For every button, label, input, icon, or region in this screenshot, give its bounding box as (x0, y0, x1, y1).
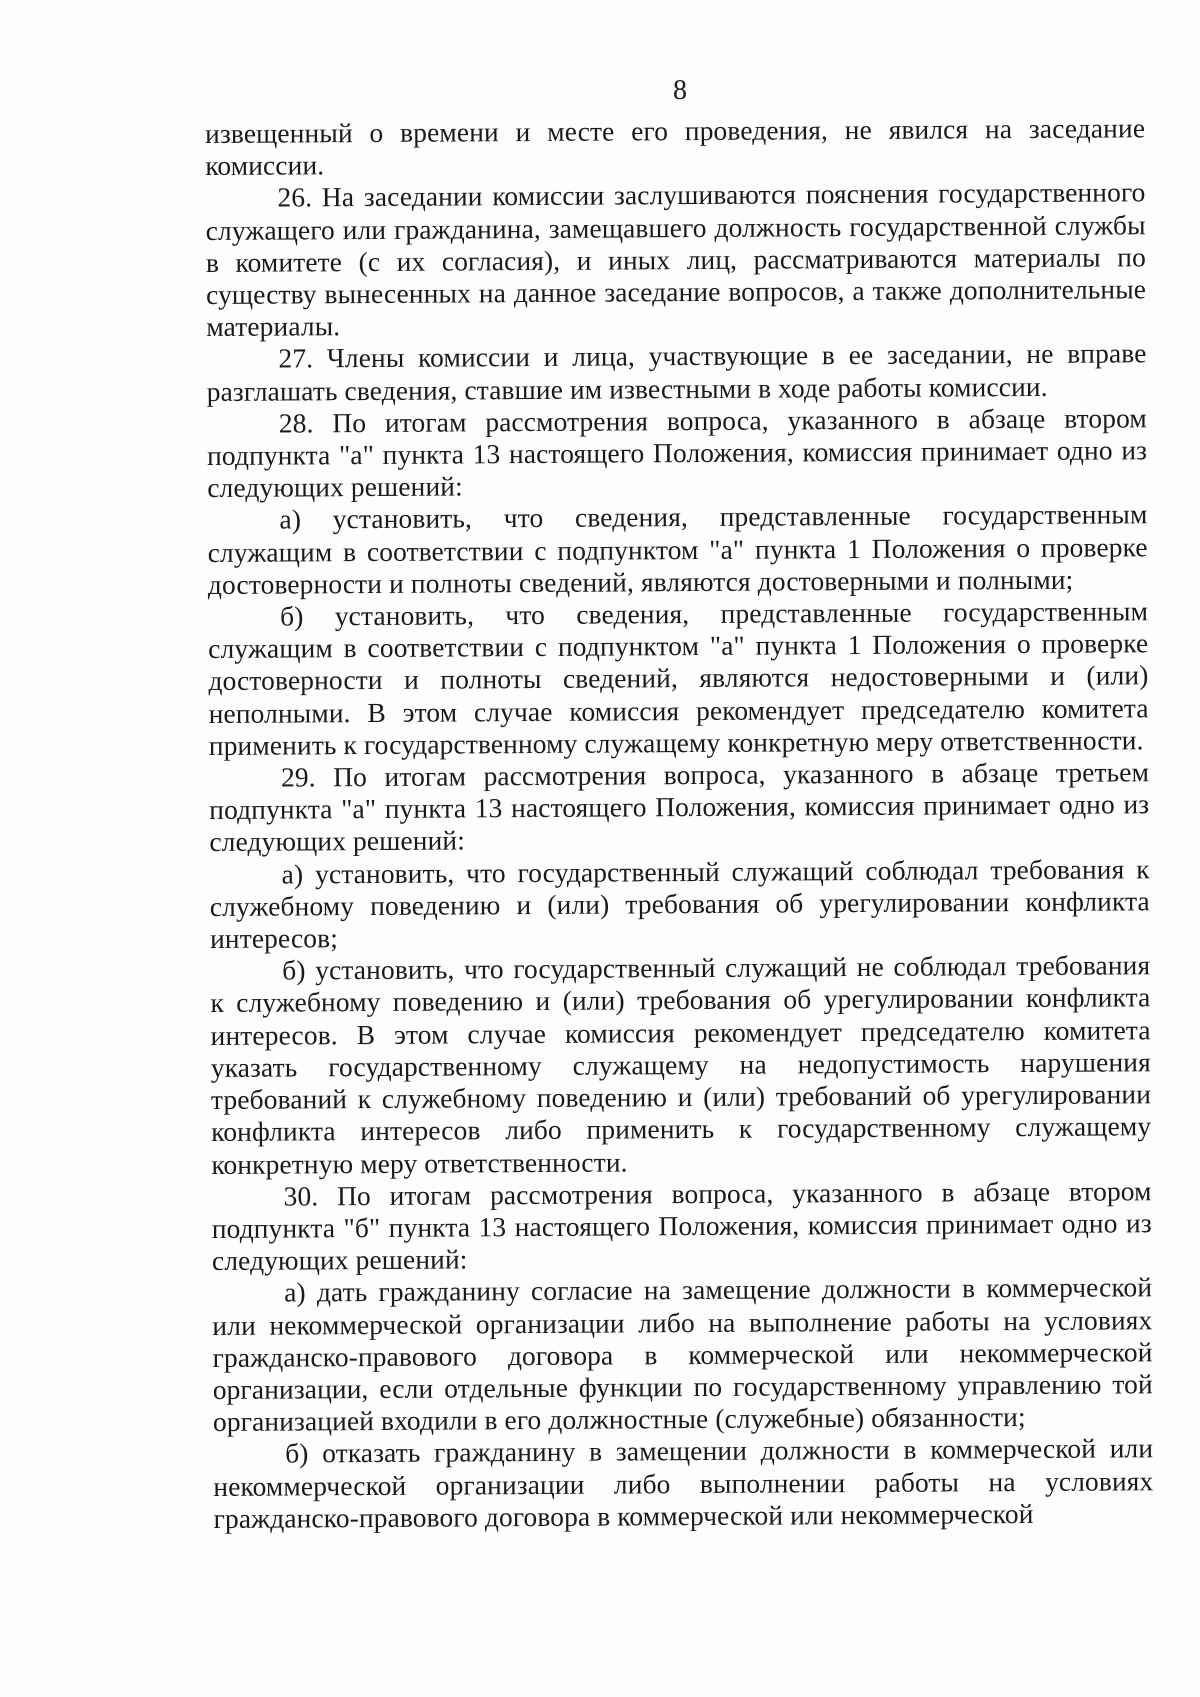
paragraph-30: 30. По итогам рассмотрения вопроса, указанного в абзаце втором подпункта "б" пункта 13 настоящего Положения, комиссия принимает одно из следующих решений: (211, 1174, 1152, 1277)
paragraph-29: 29. По итогам рассмотрения вопроса, указанного в абзаце третьем подпункта "а" пункта 13 настоящего Положения, комиссия принимает одно из следующих решений: (209, 756, 1150, 858)
paragraph-29-a: а) установить, что государственный служащий соблюдал требования к служебному поведению и (или) требования об урегулировании конфликта интересов; (209, 852, 1150, 955)
paragraph-26: 26. На заседании комиссии заслушиваются пояснения государственного служащего или гражданина, замещавшего должность государственной службы в комитете (с их согласия), и иных лиц, рассматриваются материалы по существу вынесенных на данное заседание вопросов, а также дополнительные материалы. (205, 176, 1147, 343)
document-body (205, 112, 1154, 1535)
paragraph-27: 27. Члены комиссии и лица, участвующие в ее заседании, не вправе разглашать сведения, ставшие им известными в ходе работы комиссии. (206, 337, 1147, 407)
page-number: 8 (673, 75, 687, 106)
paragraph-28: 28. По итогам рассмотрения вопроса, указанного в абзаце втором подпункта "а" пункта 13 настоящего Положения, комиссия принимает одно из следующих решений: (206, 402, 1148, 504)
paragraph-30-a: а) дать гражданину согласие на замещение должности в коммерческой или некоммерческой организации либо на выполнение работы на условиях гражданско-правового договора в коммерческой или некоммерческой организации, если отдельные функции по государственному управлению той организацией входили в его должностные (служебные) обязанности; (212, 1271, 1153, 1438)
paragraph-30-b: б) отказать гражданину в замещении должности в коммерческой или некоммерческой организации либо выполнении работы на условиях гражданско-правового договора в коммерческой или некоммерческой (213, 1432, 1154, 1534)
paragraph-28-b: б) установить, что сведения, представленные государственным служащим в соответствии с подпунктом "а" пункта 1 Положения о проверке достоверности и полноты сведений, являются недостоверными и (или) неполными. В этом случае комиссия рекомендует председателю комитета применить к государственному служащему конкретную меру ответственности. (208, 595, 1149, 761)
paragraph-29-b: б) установить, что государственный служащий не соблюдал требования к служебному поведению и (или) требования об урегулировании конфликта интересов. В этом случае комиссия рекомендует председателю комитета указать государственному служащему на недопустимость нарушения требований к служебному поведению и (или) требований об урегулировании конфликта интересов либо применить к государственному служащему конкретную меру ответственности. (210, 949, 1152, 1180)
paragraph-continuation: извещенный о времени и месте его проведения, не явился на заседание комиссии. (205, 112, 1146, 182)
paragraph-28-a: а) установить, что сведения, представленные государственным служащим в соответствии с подпунктом "а" пункта 1 Положения о проверке достоверности и полноты сведений, являются достоверными и полными; (207, 498, 1148, 600)
